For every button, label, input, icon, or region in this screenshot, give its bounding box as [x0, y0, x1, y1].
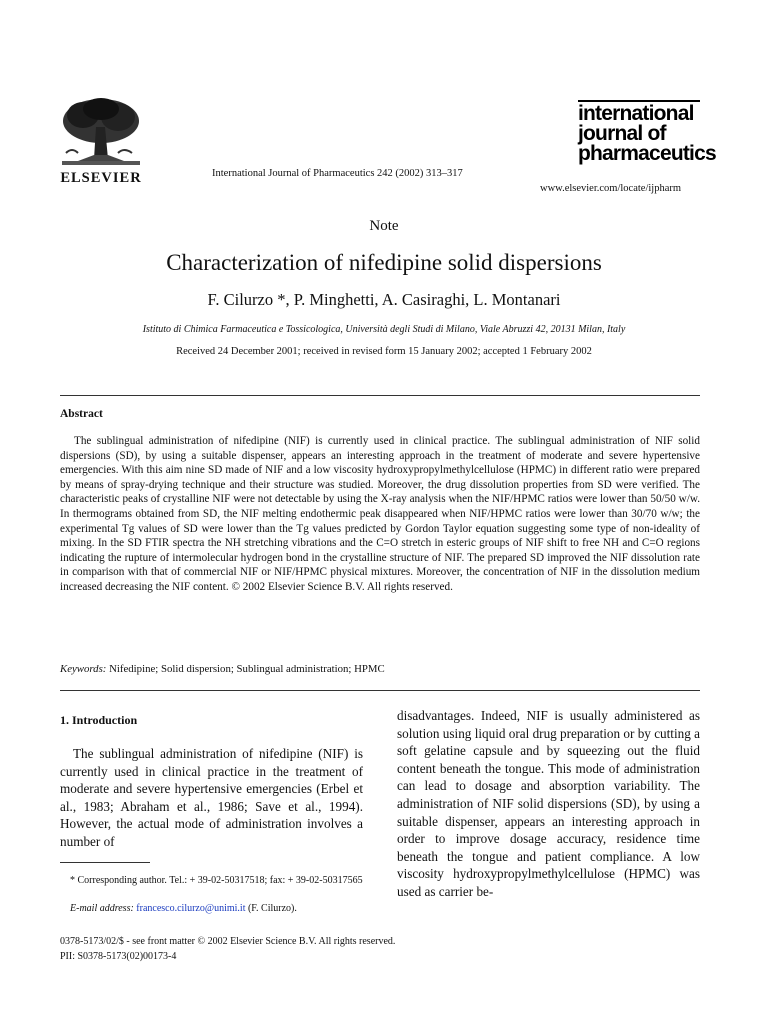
- journal-citation: International Journal of Pharmaceutics 242 (2002) 313–317: [212, 168, 463, 179]
- elsevier-tree-logo: [58, 97, 144, 169]
- journal-brand: [578, 104, 738, 164]
- footnote-email: [60, 902, 363, 915]
- keywords: [60, 663, 385, 675]
- email-label: E-mail address:: [70, 903, 134, 914]
- article-title: Characterization of nifedipine solid dispersions: [166, 250, 602, 275]
- email-link[interactable]: francesco.cilurzo@unimi.it: [136, 903, 246, 914]
- brand-line-1: international: [578, 102, 694, 125]
- journal-url[interactable]: www.elsevier.com/locate/ijpharm: [540, 183, 682, 194]
- brand-line-3: pharmaceutics: [578, 142, 716, 165]
- publisher-name: ELSEVIER: [60, 170, 142, 186]
- abstract-heading: Abstract: [60, 408, 103, 420]
- received-dates: Received 24 December 2001; received in revised form 15 January 2002; accepted 1 February 2002: [176, 346, 592, 357]
- body-column-right: disadvantages. Indeed, NIF is usually administered as solution using liquid oral drug preparation or by cutting a soft gelatine capsule and by squeezing out the fluid content beneath the tongue. This mode of administration can lead to dosage and absorption variability. The administration of NIF solid dispersions (SD), by using a suitable dispenser, appears an interesting approach in order to improve dosage accuracy, residence time beneath the tongue and patient compliance. A low viscosity hydroxypropylmethylcellulose (HPMC) was used as carrier be-: [397, 708, 700, 899]
- section-heading-introduction: 1. Introduction: [60, 713, 138, 727]
- footnote-rule: [60, 862, 150, 863]
- body-column-left: The sublingual administration of nifedipine (NIF) is currently used in clinical practice in the treatment of moderate and severe hypertensive emergencies (Erbel et al., 1983; Abraham et al., 1986; Save et al., 1994). However, the actual mode of administration involves a number of: [60, 746, 363, 849]
- article-authors: F. Cilurzo *, P. Minghetti, A. Casiraghi, L. Montanari: [207, 290, 561, 309]
- brand-line-2: journal of: [578, 122, 666, 145]
- keywords-list: Nifedipine; Solid dispersion; Sublingual administration; HPMC: [109, 663, 385, 675]
- email-suffix: (F. Cilurzo).: [247, 903, 297, 914]
- front-matter: 0378-5173/02/$ - see front matter © 2002 Elsevier Science B.V. All rights reserved.: [60, 936, 396, 947]
- footnote-corresponding: * Corresponding author. Tel.: + 39-02-50317518; fax: + 39-02-50317565: [70, 875, 363, 886]
- divider-bottom: [60, 690, 700, 691]
- divider-top: [60, 395, 700, 396]
- author-affiliation: Istituto di Chimica Farmaceutica e Tossicologica, Università degli Studi di Milano, Viale Abruzzi 42, 20131 Milan, Italy: [142, 324, 626, 335]
- pii: PII: S0378-5173(02)00173-4: [60, 951, 177, 962]
- abstract-text: The sublingual administration of nifedipine (NIF) is currently used in clinical practice. The sublingual administration of NIF solid dispersions (SD), by using a suitable dispenser, appears an interesting approach in the treatment of moderate and severe hypertensive emergencies. With this aim nine SD made of NIF and a low viscosity hydroxypropylmethylcellulose (HPMC) in different ratio were prepared by means of spray-drying technique and their structure was studied. Moreover, the drug dissolution properties from SD were verified. The characteristic peaks of crystalline NIF were not detectable by using the X-ray analysis when the NIF/HPMC ratios were lower than 50/50 w/w. In thermograms obtained from SD, the NIF melting endothermic peak disappeared when NIF/HPMC ratios were lower than 30/70 w/w; the experimental Tg values of SD were lower than the Tg values predicted by Gordon Taylor equation suggesting some type of non-ideality of mixing. In the SD FTIR spectra the NH stretching vibrations and the C=O stretch in esteric groups of NIF shift to free NH and C=O regions indicating the rupture of intermolecular hydrogen bond in the crystalline structure of NIF. The prepared SD improved the NIF dissolution rate in comparison with that of commercial NIF or NIF/HPMC physical mixtures. Moreover, the concentration of NIF in the dissolution medium increased decreasing the NIF content. © 2002 Elsevier Science B.V. All rights reserved.: [60, 435, 700, 593]
- article-type: Note: [369, 218, 399, 234]
- keywords-label: Keywords:: [60, 663, 107, 675]
